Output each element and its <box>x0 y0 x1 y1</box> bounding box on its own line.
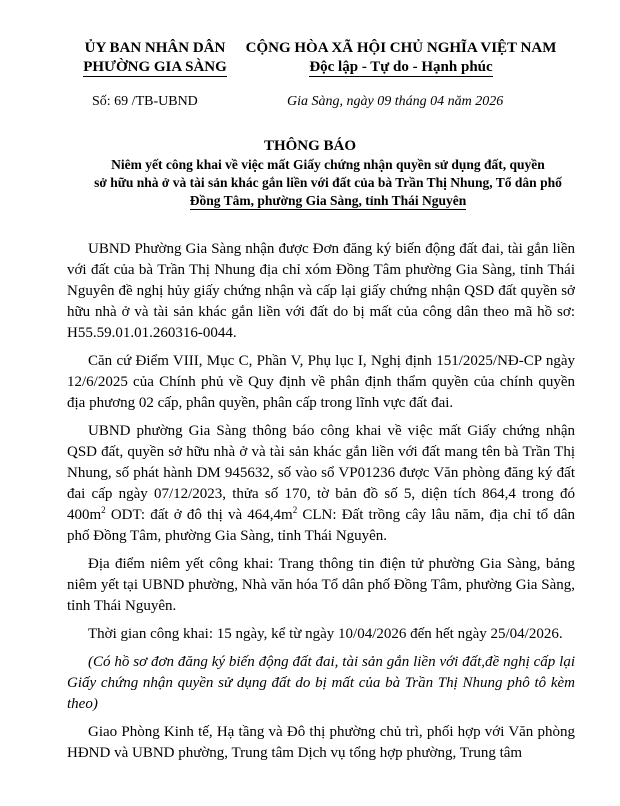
announcement-part-b: ODT: đất ở đô thị và 464,4m <box>105 507 293 523</box>
document-subtitle <box>78 156 578 210</box>
paragraph-attachment-note: (Có hồ sơ đơn đăng ký biến động đất đai, tài sản gắn liền với đất,đề nghị cấp lại Giấy chứng nhận quyền sử dụng đất do bị mất của bà Trần Thị Nhung phô tô kèm theo) <box>67 654 575 712</box>
document-title: THÔNG BÁO <box>263 138 357 154</box>
paragraph-receipt: UBND Phường Gia Sàng nhận được Đơn đăng ký biến động đất đai, tài gắn liền với đất của bà Trần Thị Nhung địa chỉ xóm Đồng Tâm phường Gia Sàng, tỉnh Thái Nguyên đề nghị hủy giấy chứng nhận và cấp lại giấy chứng nhận QSD đất quyền sở hữu nhà ở và tài sản khác gắn liền với đất do bị mất của công dân theo mã hồ sơ: H55.59.01.01.260316-0044. <box>67 241 575 341</box>
paragraph-assignment: Giao Phòng Kinh tế, Hạ tầng và Đô thị phường chủ trì, phối hợp với Văn phòng HĐND và UBND phường, Trung tâm Dịch vụ tổng hợp phường, Trung tâm <box>67 724 575 761</box>
document-place-date: Gia Sàng, ngày 09 tháng 04 năm 2026 <box>287 94 504 109</box>
superscript-2: 2 <box>292 505 298 515</box>
document-number: Số: 69 /TB-UBND <box>92 94 198 109</box>
agency-name: ỦY BAN NHÂN DÂN <box>84 40 226 56</box>
nation-name: CỘNG HÒA XÃ HỘI CHỦ NGHĨA VIỆT NAM <box>245 40 557 56</box>
agency-header <box>60 39 250 77</box>
superscript-2: 2 <box>101 505 106 515</box>
subtitle-line-3: Đồng Tâm, phường Gia Sàng, tỉnh Thái Nguyên <box>189 193 467 208</box>
nation-motto: Độc lập - Tự do - Hạnh phúc <box>309 59 493 75</box>
paragraph-duration: Thời gian công khai: 15 ngày, kể từ ngày 10/04/2026 đến hết ngày 25/04/2026. <box>88 626 563 642</box>
paragraph-legal-basis: Căn cứ Điểm VIII, Mục C, Phần V, Phụ lục I, Nghị định 151/2025/NĐ-CP ngày 12/6/2025 của Chính phủ về Quy định về phân định thẩm quyền của chính quyền địa phương 02 cấp, phân quyền, phân cấp trong lĩnh vực đất đai. <box>67 353 575 411</box>
subtitle-line-2: sở hữu nhà ở và tài sản khác gắn liền với đất của bà Trần Thị Nhung, Tổ dân phố <box>94 175 562 190</box>
announcement-part-a: UBND phường Gia Sàng thông báo công khai về việc mất Giấy chứng nhận QSD đất, quyền sở hữu nhà ở và tài sản khác gắn liền với đất mang tên bà Trần Thị Nhung, số phát hành DM 945632, số vào sổ VP01236 được Văn phòng đăng ký đất đai cấp ngày 07/12/2023, thửa số 170, tờ bản đồ số 5, diện tích 864,4 trong đó 400m <box>67 423 575 523</box>
agency-unit: PHƯỜNG GIA SÀNG <box>83 59 227 75</box>
paragraph-announcement <box>67 421 575 547</box>
announcement-part-c: CLN: Đất trồng cây lâu năm, địa chỉ tổ dân phố Đồng Tâm, phường Gia Sàng, tỉnh Thái Nguyên. <box>67 507 575 544</box>
paragraph-location: Địa điểm niêm yết công khai: Trang thông tin điện tử phường Gia Sàng, bảng niêm yết tại UBND phường, Nhà văn hóa Tổ dân phố Đồng Tâm, phường Gia Sàng, tỉnh Thái Nguyên. <box>67 556 575 614</box>
subtitle-line-1: Niêm yết công khai về việc mất Giấy chứng nhận quyền sử dụng đất, quyền <box>111 157 545 172</box>
document-body <box>67 239 575 771</box>
nation-header <box>236 39 566 77</box>
